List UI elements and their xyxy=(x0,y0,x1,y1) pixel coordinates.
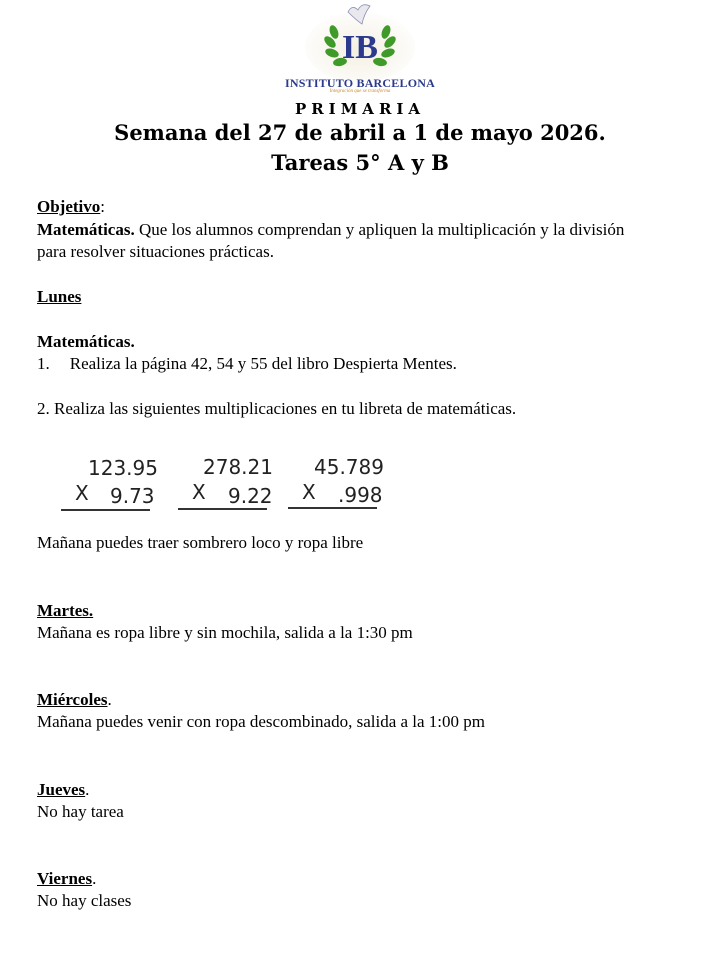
viernes-note: No hay clases xyxy=(37,891,132,910)
laurel-logo-icon xyxy=(300,2,420,82)
lunes-note: Mañana puedes traer sombrero loco y ropa libre xyxy=(37,533,364,552)
page-title: Semana del 27 de abril a 1 de mayo 2026. xyxy=(114,120,606,145)
day-heading-jueves: Jueves. xyxy=(37,780,90,799)
lunes-task-2: 2. Realiza las siguientes multiplicaciones en tu libreta de matemáticas. xyxy=(37,399,517,418)
svg-text:IB: IB xyxy=(342,29,378,66)
miercoles-note: Mañana puedes venir con ropa descombinado, salida a la 1:00 pm xyxy=(37,712,486,731)
page-subtitle: Tareas 5° A y B xyxy=(271,150,449,175)
mult-3-bottom: .998 xyxy=(338,483,383,507)
mult-1-top: 123.95 xyxy=(88,456,158,480)
day-heading-viernes: Viernes. xyxy=(37,869,97,888)
mult-1-rule xyxy=(61,509,150,511)
mult-3-top: 45.789 xyxy=(314,455,384,479)
day-heading-miercoles: Miércoles. xyxy=(37,690,112,709)
lunes-subject: Matemáticas. xyxy=(37,332,135,351)
martes-note: Mañana es ropa libre y sin mochila, salida a la 1:30 pm xyxy=(37,623,413,642)
mult-2-sign: X xyxy=(192,480,206,504)
lunes-task-1: 1. Realiza la página 42, 54 y 55 del libro Despierta Mentes. xyxy=(37,354,457,373)
day-heading-martes: Martes. xyxy=(37,601,94,620)
jueves-note: No hay tarea xyxy=(37,802,124,821)
mult-1-sign: X xyxy=(75,481,89,505)
mult-2-rule xyxy=(178,508,267,510)
mult-3-rule xyxy=(288,507,377,509)
mult-2-bottom: 9.22 xyxy=(228,484,273,508)
mult-3-sign: X xyxy=(302,480,316,504)
objective-text-line2: para resolver situaciones prácticas. xyxy=(37,242,274,261)
objective-subject: Matemáticas. xyxy=(37,220,135,239)
level-heading: PRIMARIA xyxy=(294,100,426,118)
mult-2-top: 278.21 xyxy=(203,455,273,479)
objective-heading: Objetivo: xyxy=(37,197,106,216)
school-motto: Integración que se transforma xyxy=(329,89,391,94)
mult-1-bottom: 9.73 xyxy=(110,484,155,508)
school-name: INSTITUTO BARCELONA xyxy=(285,76,435,90)
day-heading-lunes: Lunes xyxy=(37,287,82,306)
objective-label: Objetivo xyxy=(37,197,101,216)
objective-text-line1: Matemáticas. Que los alumnos comprendan y apliquen la multiplicación y la división xyxy=(37,220,625,239)
